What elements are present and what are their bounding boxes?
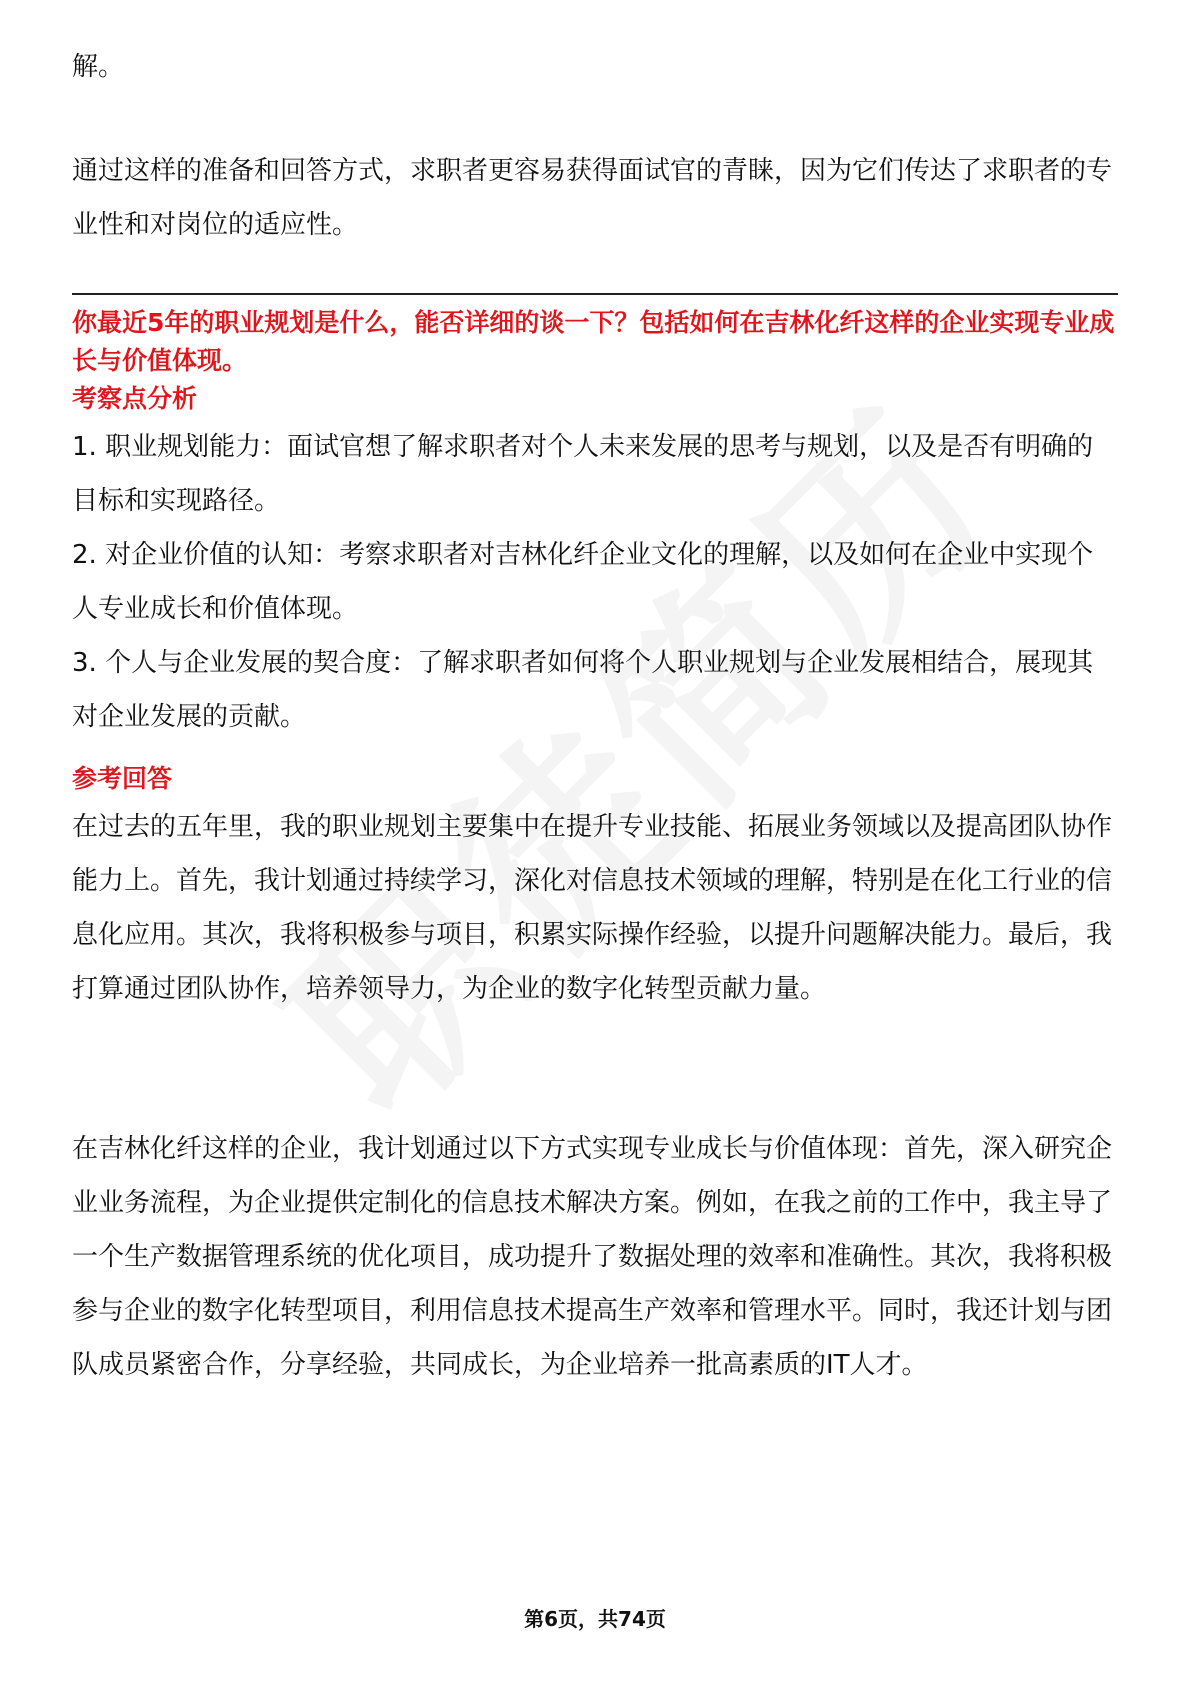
analysis-heading: 考察点分析 (72, 384, 198, 413)
answer-heading: 参考回答 (72, 764, 173, 793)
answer-paragraph-1: 在过去的五年里，我的职业规划主要集中在提升专业技能、拓展业务领域以及提高团队协作能力上。首先，我计划通过持续学习，深化对信息技术领域的理解，特别是在化工行业的信息化应用。其次，我将积极参与项目，积累实际操作经验，以提升问题解决能力。最后，我打算通过团队协作，培养领导力，为企业的数字化转型贡献力量。 (72, 812, 1113, 1004)
tail-line: 解。 (72, 52, 125, 82)
question-block (72, 304, 1118, 380)
analysis-item-1: 1. 职业规划能力：面试官想了解求职者对个人未来发展的思考与规划，以及是否有明确的目标和实现路径。 (72, 432, 1094, 516)
answer-paragraph-2: 在吉林化纤这样的企业，我计划通过以下方式实现专业成长与价值体现：首先，深入研究企业业务流程，为企业提供定制化的信息技术解决方案。例如，在我之前的工作中，我主导了一个生产数据管理系统的优化项目，成功提升了数据处理的效率和准确性。其次，我将积极参与企业的数字化转型项目，利用信息技术提高生产效率和管理水平。同时，我还计划与团队成员紧密合作，分享经验，共同成长，为企业培养一批高素质的IT人才。 (72, 1134, 1113, 1380)
previous-section-tail (72, 40, 1118, 94)
answer-section (72, 760, 1118, 798)
analysis-list (72, 420, 1118, 744)
analysis-item-3: 3. 个人与企业发展的契合度：了解求职者如何将个人职业规划与企业发展相结合，展现其对企业发展的贡献。 (72, 648, 1094, 732)
analysis-item-2: 2. 对企业价值的认知：考察求职者对吉林化纤企业文化的理解，以及如何在企业中实现个人专业成长和价值体现。 (72, 540, 1094, 624)
analysis-section (72, 380, 1118, 418)
conclusion-paragraph: 通过这样的准备和回答方式，求职者更容易获得面试官的青睐，因为它们传达了求职者的专业性和对岗位的适应性。 (72, 156, 1113, 240)
page-number: 第6页，共74页 (524, 1607, 666, 1631)
section-divider (72, 293, 1118, 295)
answer-paragraph-1-block (72, 800, 1118, 1016)
answer-paragraph-2-block (72, 1122, 1118, 1392)
question-title: 你最近5年的职业规划是什么，能否详细的谈一下？包括如何在吉林化纤这样的企业实现专业成长与价值体现。 (72, 308, 1115, 375)
conclusion-block (72, 144, 1118, 252)
